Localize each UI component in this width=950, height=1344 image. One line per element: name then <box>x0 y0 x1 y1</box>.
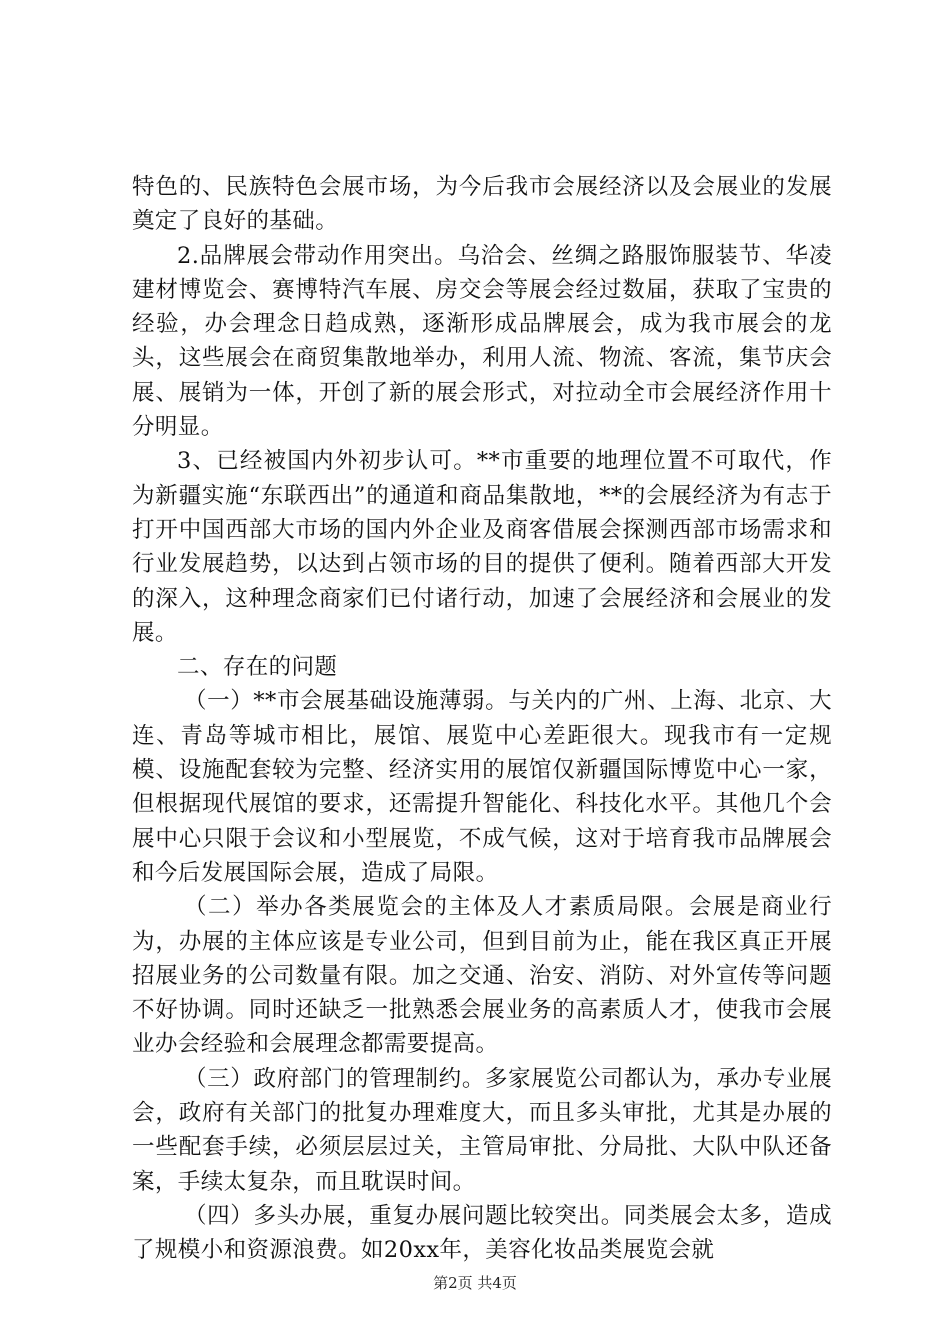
paragraph-recognition: 3、已经被国内外初步认可。**市重要的地理位置不可取代，作为新疆实施“东联西出”的通道和商品集散地，**的会展经济为有志于打开中国西部大市场的国内外企业及商客借展会探测西部市场需求和行业发展趋势，以达到占领市场的目的提供了便利。随着西部大开发的深入，这种理念商家们已付诸行动，加速了会展经济和会展业的发展。 <box>132 448 832 646</box>
page-footer: 第2页 共4页 <box>433 1274 517 1292</box>
section-heading-problems: 二、存在的问题 <box>177 654 338 681</box>
paragraph-problem-4: （四）多头办展，重复办展问题比较突出。同类展会太多，造成了规模小和资源浪费。如20xx年，美容化妆品类展览会就 <box>132 1202 832 1264</box>
paragraph-brand-exhibitions: 2.品牌展会带动作用突出。乌洽会、丝绸之路服饰服装节、华凌建材博览会、赛博特汽车展、房交会等展会经过数届，获取了宝贵的经验，办会理念日趋成熟，逐渐形成品牌展会，成为我市展会的龙头，这些展会在商贸集散地举办，利用人流、物流、客流，集节庆会展、展销为一体，开创了新的展会形式，对拉动全市会展经济作用十分明显。 <box>132 242 832 441</box>
paragraph-problem-3: （三）政府部门的管理制约。多家展览公司都认为，承办专业展会，政府有关部门的批复办理难度大，而且多头审批，尤其是办展的一些配套手续，必须层层过关，主管局审批、分局批、大队中队还备案，手续太复杂，而且耽误时间。 <box>132 1065 832 1195</box>
paragraph-problem-1: （一）**市会展基础设施薄弱。与关内的广州、上海、北京、大连、青岛等城市相比，展馆、展览中心差距很大。现我市有一定规模、设施配套较为完整、经济实用的展馆仅新疆国际博览中心一家，但根据现代展馆的要求，还需提升智能化、科技化水平。其他几个会展中心只限于会议和小型展览，不成气候，这对于培育我市品牌展会和今后发展国际会展，造成了局限。 <box>132 688 832 886</box>
paragraph-problem-2: （二）举办各类展览会的主体及人才素质局限。会展是商业行为，办展的主体应该是专业公司，但到目前为止，能在我区真正开展招展业务的公司数量有限。加之交通、治安、消防、对外宣传等问题不好协调。同时还缺乏一批熟悉会展业务的高素质人才，使我市会展业办会经验和会展理念都需要提高。 <box>132 894 832 1058</box>
paragraph-continuation: 特色的、民族特色会展市场，为今后我市会展经济以及会展业的发展奠定了良好的基础。 <box>132 174 832 235</box>
document-body <box>132 170 832 1268</box>
